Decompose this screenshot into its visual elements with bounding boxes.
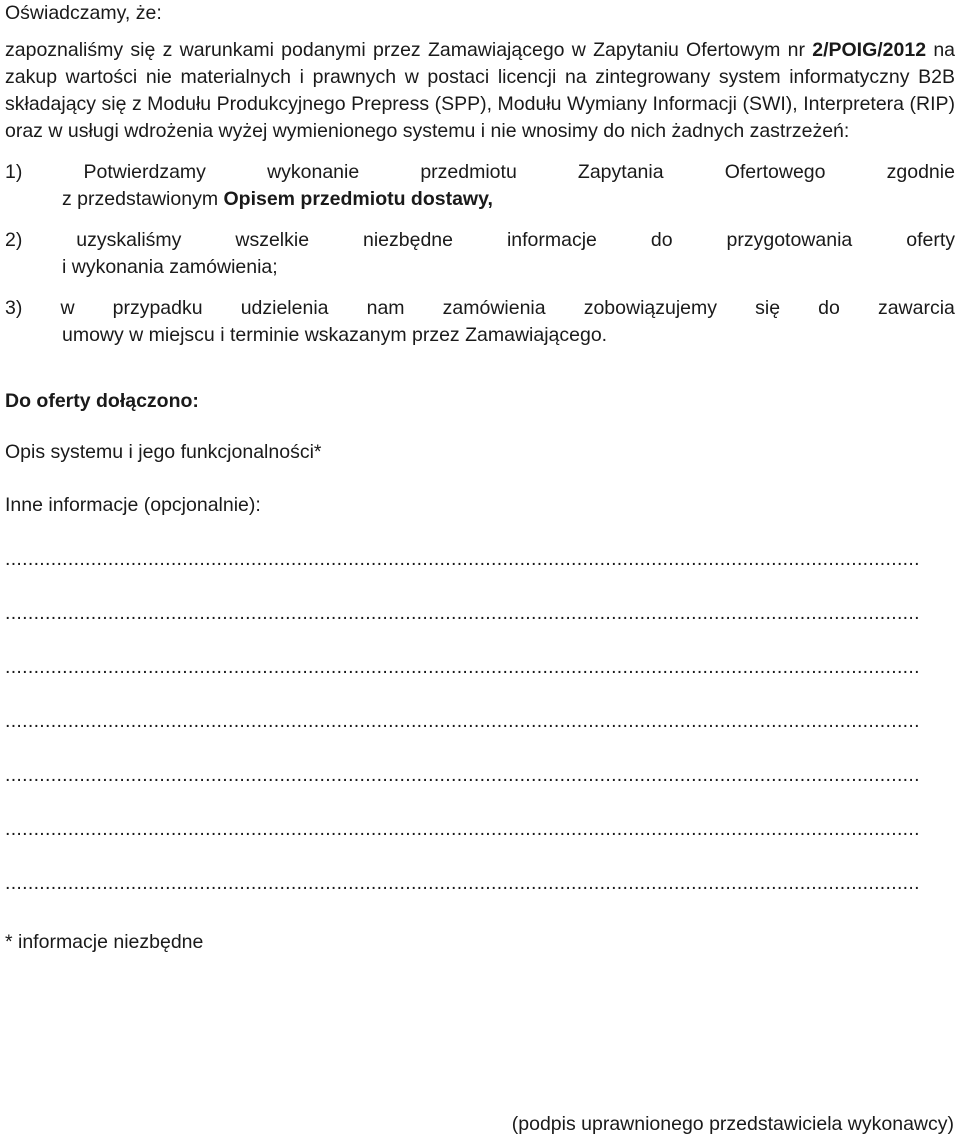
intro-paragraph	[5, 37, 955, 145]
list-item-word: się	[755, 297, 781, 319]
list-item-word: Potwierdzamy	[83, 161, 206, 183]
list-item-word: nam	[366, 297, 405, 319]
list-item-line2-text: i wykonania zamówienia;	[62, 256, 278, 278]
signature-caption: (podpis uprawnionego przedstawiciela wykonawcy)	[511, 1113, 954, 1135]
attachments-title: Do oferty dołączono:	[5, 390, 199, 412]
list-item-line1	[5, 159, 955, 186]
list-item-word: do	[818, 297, 840, 319]
list-item-number: 2)	[5, 229, 23, 251]
list-item-line1	[5, 295, 955, 322]
list-item-line2-text: umowy w miejscu i terminie wskazanym przez Zamawiającego.	[62, 324, 608, 346]
intro-text-part2: na zakup wartości nie materialnych i prawnych w postaci licencji na zintegrowany system informatyczny B2B składający się z Modułu Produkcyjnego Prepress (SPP), Modułu Wymiany Informacji (SWI), Interpretera (RIP) oraz w usługi wdrożenia wyżej wymienionego systemu i nie wnosimy do nich żadnych zastrzeżeń:	[5, 39, 956, 142]
list-item-word: w	[60, 297, 75, 319]
declaration-list	[5, 159, 955, 349]
list-item-word: udzielenia	[240, 297, 329, 319]
list-item-word: do	[650, 229, 673, 251]
list-item-word: przygotowania	[726, 229, 853, 251]
list-item-word: Zapytania	[577, 161, 664, 183]
list-item-word: zgodnie	[886, 161, 955, 183]
list-item-word: informacje	[506, 229, 597, 251]
dotted-fill-line: ................................................................................................................................................................	[5, 818, 920, 840]
dotted-fill-line: ................................................................................................................................................................	[5, 548, 920, 570]
list-item-line2	[5, 186, 955, 213]
list-item-word: uzyskaliśmy	[76, 229, 182, 251]
list-item-line2	[5, 254, 955, 281]
declaration-page	[5, 0, 955, 956]
intro-text-part1: zapoznaliśmy się z warunkami podanymi przez Zamawiającego w Zapytaniu Ofertowym nr	[5, 39, 813, 61]
dotted-fill-line: ................................................................................................................................................................	[5, 710, 920, 732]
list-item-word: zamówienia	[442, 297, 546, 319]
list-item-word: zobowiązujemy	[583, 297, 718, 319]
dotted-fill-line: ................................................................................................................................................................	[5, 764, 920, 786]
list-item-number: 1)	[5, 161, 23, 183]
footnote: * informacje niezbędne	[5, 931, 204, 953]
list-item-number: 3)	[5, 297, 23, 319]
dotted-fill-line: ................................................................................................................................................................	[5, 872, 920, 894]
list-item-word: wykonanie	[267, 161, 360, 183]
list-item-word: Ofertowego	[724, 161, 826, 183]
list-item	[5, 159, 955, 213]
list-item-line2-bold: Opisem przedmiotu dostawy,	[223, 188, 493, 210]
list-item-word: wszelkie	[235, 229, 310, 251]
list-item-word: zawarcia	[877, 297, 955, 319]
other-info-fill-lines	[5, 546, 955, 897]
dotted-fill-line: ................................................................................................................................................................	[5, 602, 920, 624]
list-item-word: przypadku	[112, 297, 203, 319]
attachment-item: Opis systemu i jego funkcjonalności*	[5, 441, 322, 463]
dotted-fill-line: ................................................................................................................................................................	[5, 656, 920, 678]
list-item-line2	[5, 322, 955, 349]
list-item-line1	[5, 227, 955, 254]
intro-reference-number: 2/POIG/2012	[812, 39, 927, 61]
list-item-word: oferty	[906, 229, 955, 251]
list-item-word: przedmiotu	[420, 161, 517, 183]
other-info-label: Inne informacje (opcjonalnie):	[5, 494, 261, 516]
list-item	[5, 295, 955, 349]
list-item-word: niezbędne	[363, 229, 453, 251]
list-item	[5, 227, 955, 281]
list-item-line2-text: z przedstawionym	[62, 188, 224, 210]
page-heading: Oświadczamy, że:	[5, 2, 162, 24]
